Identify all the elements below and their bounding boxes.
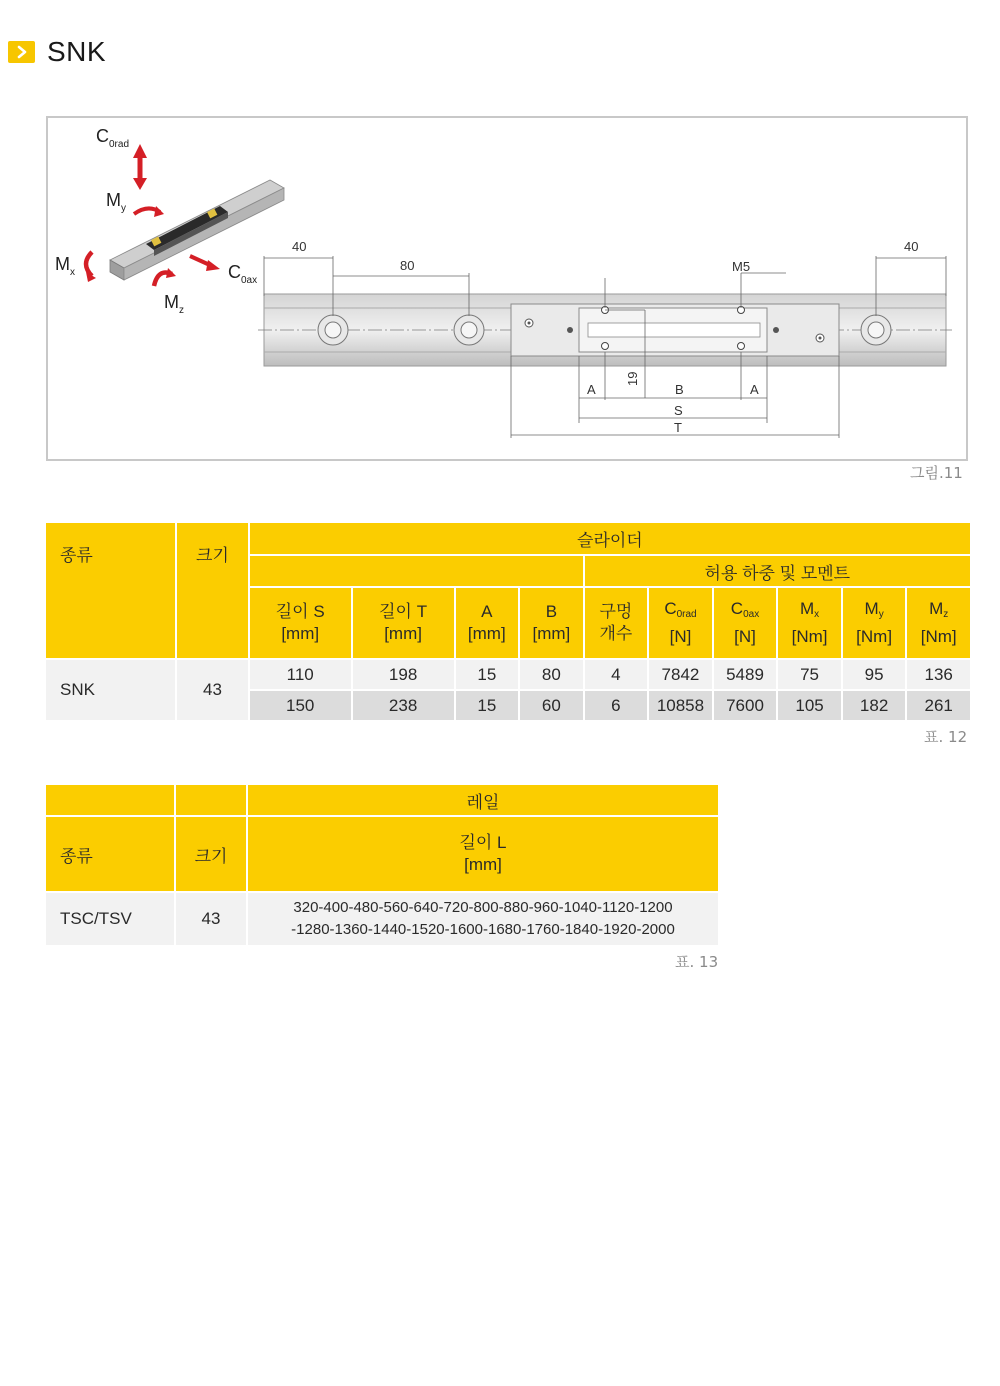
rail-spec-table xyxy=(44,783,720,947)
cell: 15 xyxy=(456,691,519,720)
svg-text:T: T xyxy=(674,420,682,435)
cell: 95 xyxy=(843,660,906,689)
cell: 150 xyxy=(250,691,351,720)
cell: 6 xyxy=(585,691,648,720)
col-mx: $M_x$ [Nm] xyxy=(778,588,841,658)
col-c0ax: $C_{0ax}$ [N] xyxy=(714,588,777,658)
cell: 182 xyxy=(843,691,906,720)
cell: 136 xyxy=(907,660,970,689)
cell: 5489 xyxy=(714,660,777,689)
header-empty xyxy=(176,785,246,815)
technical-drawing xyxy=(46,116,968,461)
section-header xyxy=(8,36,106,68)
svg-text:40: 40 xyxy=(292,239,307,254)
col-a: A [mm] xyxy=(456,588,519,658)
col-c0rad: $C_{0rad}$ [N] xyxy=(649,588,712,658)
row-size: 43 xyxy=(176,893,246,945)
header-empty xyxy=(250,556,583,586)
svg-text:B: B xyxy=(675,382,684,397)
col-b: B [mm] xyxy=(520,588,583,658)
cell: 60 xyxy=(520,691,583,720)
header-size: 크기 xyxy=(176,817,246,891)
col-my: $M_y$ [Nm] xyxy=(843,588,906,658)
header-empty xyxy=(46,785,174,815)
svg-text:Mz: $M_z$ xyxy=(164,292,184,316)
header-type: 종류 xyxy=(46,817,174,891)
cell: 7600 xyxy=(714,691,777,720)
svg-text:C0rad: $C_{0rad}$ xyxy=(96,126,130,150)
cell: 10858 xyxy=(649,691,712,720)
header-slider: 슬라이더 xyxy=(250,523,970,554)
cell: 7842 xyxy=(649,660,712,689)
col-mz: $M_z$ [Nm] xyxy=(907,588,970,658)
cell: 105 xyxy=(778,691,841,720)
rail-3d-illustration xyxy=(110,180,284,280)
cell: 4 xyxy=(585,660,648,689)
svg-text:C0ax: $C_{0ax}$ xyxy=(228,262,258,286)
cell: 80 xyxy=(520,660,583,689)
svg-text:Mx: $M_x$ xyxy=(55,254,75,278)
cell: 75 xyxy=(778,660,841,689)
table-row xyxy=(46,660,970,689)
row-size: 43 xyxy=(177,660,248,720)
figure-caption: 그림.11 xyxy=(910,464,963,482)
svg-text:M5: M5 xyxy=(732,259,751,274)
svg-text:My: $M_y$ xyxy=(106,190,126,214)
header-type: 종류 xyxy=(46,523,175,658)
col-holes: 구멍 개수 xyxy=(585,588,648,658)
row-type: SNK xyxy=(46,660,175,720)
col-length-t: 길이 T [mm] xyxy=(353,588,454,658)
cell: 15 xyxy=(456,660,519,689)
header-load: 허용 하중 및 모멘트 xyxy=(585,556,970,586)
cell: 238 xyxy=(353,691,454,720)
svg-text:40: 40 xyxy=(904,239,919,254)
row-lengths: 320-400-480-560-640-720-800-880-960-1040-1120-1200 -1280-1360-1440-1520-1600-1680-1760-1840-1920-2000 xyxy=(248,893,718,945)
cell: 110 xyxy=(250,660,351,689)
table1-caption: 표. 12 xyxy=(924,728,968,746)
slider-spec-table xyxy=(44,521,972,722)
chevron-right-icon xyxy=(8,41,35,63)
svg-text:19: 19 xyxy=(625,371,640,386)
svg-text:80: 80 xyxy=(400,258,415,273)
svg-text:A: A xyxy=(750,382,759,397)
table2-caption: 표. 13 xyxy=(675,953,719,971)
header-length: 길이 L [mm] xyxy=(248,817,718,891)
row-type: TSC/TSV xyxy=(46,893,174,945)
svg-text:S: S xyxy=(674,403,683,418)
page-title: SNK xyxy=(47,36,107,67)
cell: 198 xyxy=(353,660,454,689)
cell: 261 xyxy=(907,691,970,720)
table-row xyxy=(46,893,718,945)
header-size: 크기 xyxy=(177,523,248,658)
col-length-s: 길이 S [mm] xyxy=(250,588,351,658)
header-rail: 레일 xyxy=(248,785,718,815)
svg-text:A: A xyxy=(587,382,596,397)
